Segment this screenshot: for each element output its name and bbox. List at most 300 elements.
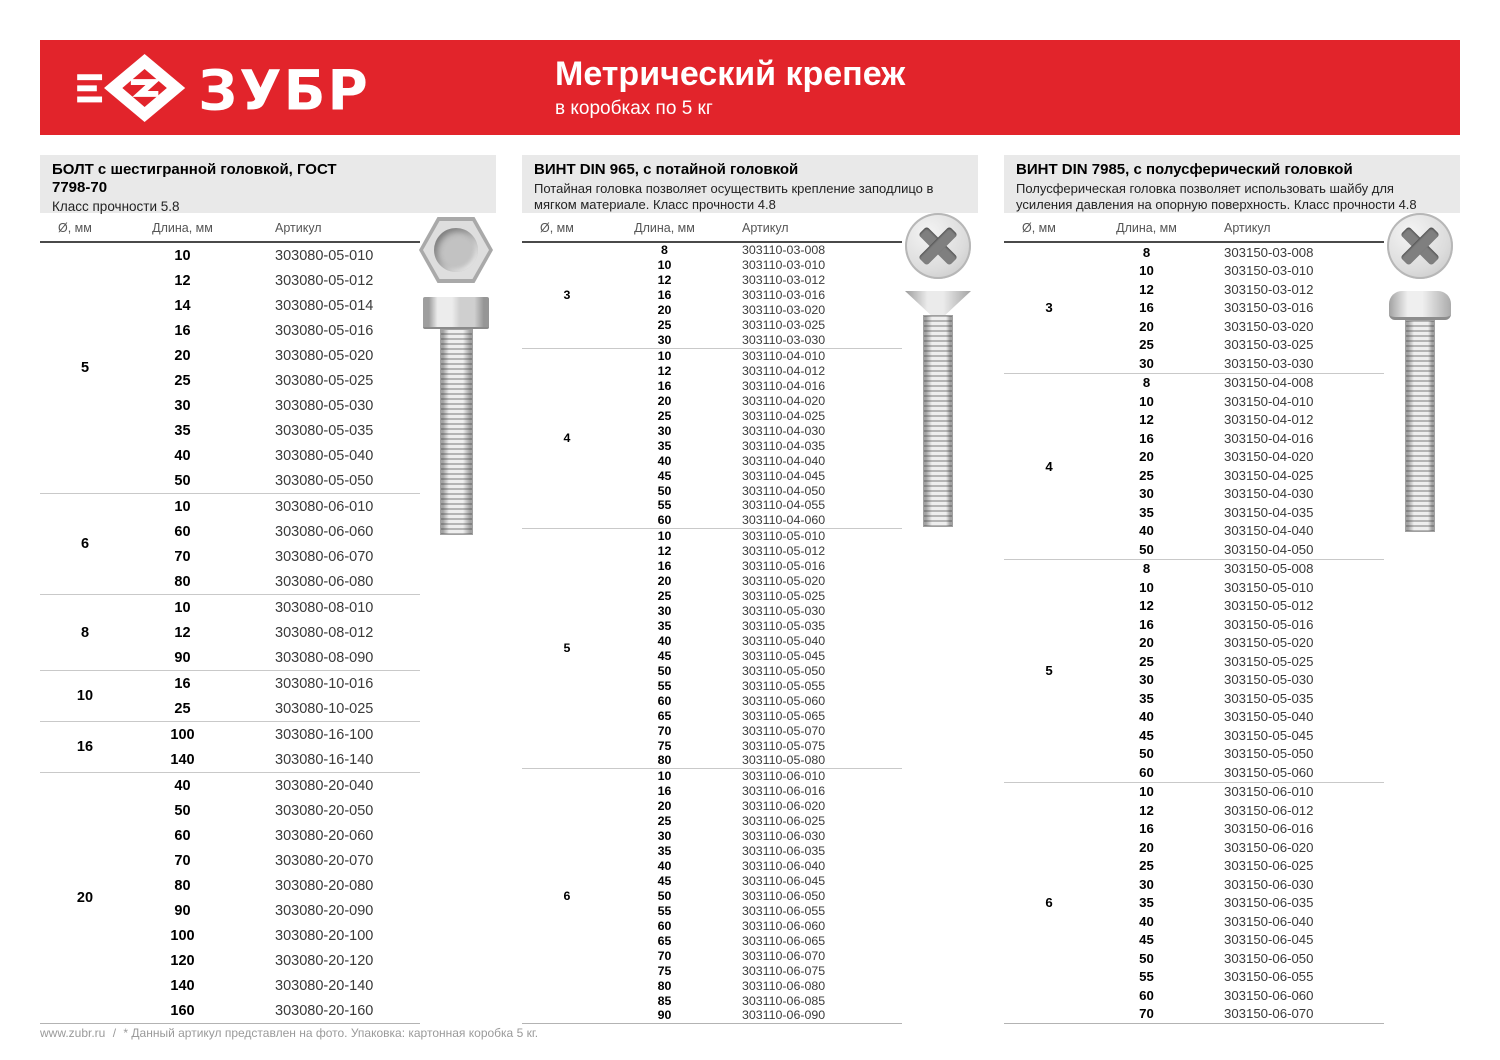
length-cell: 45 [657, 874, 672, 889]
table-row [612, 753, 902, 768]
table-row [612, 633, 902, 648]
table-row [1094, 411, 1384, 430]
article-cell: 303110-05-010 [742, 529, 826, 544]
diameter-cell: 3 [563, 288, 571, 303]
countersunk-screw-side-view-icon [905, 291, 971, 527]
article-cell: 303150-05-060 [1224, 764, 1314, 780]
length-cell: 30 [1139, 355, 1154, 371]
table-row [130, 268, 420, 293]
product-description: Потайная головка позволяет осуществить крепление заподлицо в мягком материале. Класс прочности 4.8 [534, 181, 934, 212]
table-row [1094, 560, 1384, 579]
length-cell: 30 [657, 604, 672, 619]
article-cell: 303080-05-014 [275, 297, 374, 314]
svg-text:ЗУБР: ЗУБР [198, 58, 370, 123]
length-cell: 90 [174, 649, 191, 666]
size-group [1004, 373, 1384, 559]
page-subtitle: в коробках по 5 кг [555, 98, 713, 119]
length-cell: 12 [657, 544, 672, 559]
size-group [1004, 243, 1384, 373]
table-row [1094, 540, 1384, 559]
article-cell: 303080-20-100 [275, 927, 374, 944]
table-row [1094, 466, 1384, 485]
length-cell: 50 [657, 663, 672, 678]
table-row [612, 723, 902, 738]
table-row [1094, 354, 1384, 373]
table-row [1094, 336, 1384, 355]
table-row [612, 393, 902, 408]
article-cell: 303080-05-035 [275, 422, 374, 439]
length-cell: 60 [174, 827, 191, 844]
pan-head-screw-photo [1372, 213, 1468, 532]
article-cell: 303080-05-050 [275, 472, 374, 489]
table-row [612, 559, 902, 574]
table-row [612, 963, 902, 978]
length-cell: 40 [657, 453, 672, 468]
article-cell: 303150-05-016 [1224, 616, 1314, 632]
article-cell: 303150-06-035 [1224, 895, 1314, 911]
table-row [612, 544, 902, 559]
length-cell: 70 [657, 723, 672, 738]
size-group [1004, 559, 1384, 782]
article-cell: 303110-05-035 [742, 619, 826, 633]
table-row [130, 645, 420, 670]
length-cell: 12 [1139, 802, 1154, 818]
article-cell: 303110-03-025 [742, 318, 826, 333]
table-row [130, 443, 420, 468]
length-cell: 40 [174, 447, 191, 464]
table-row [612, 273, 902, 288]
length-cell: 40 [657, 859, 672, 874]
length-cell: 8 [1142, 561, 1151, 577]
length-cell: 20 [657, 393, 672, 408]
table-row [612, 604, 902, 619]
length-cell: 10 [657, 258, 672, 273]
article-cell: 303080-20-050 [275, 802, 374, 819]
table-row [612, 799, 902, 814]
fastener-table [1004, 243, 1384, 1024]
size-group [522, 768, 902, 1023]
article-cell: 303080-16-140 [275, 751, 374, 768]
article-cell: 303110-06-010 [742, 769, 826, 784]
length-cell: 35 [174, 422, 191, 439]
length-cell: 20 [1139, 839, 1154, 855]
article-cell: 303150-06-055 [1224, 969, 1314, 985]
table-row [612, 498, 902, 513]
length-cell: 25 [1139, 858, 1154, 874]
length-cell: 45 [1139, 932, 1154, 948]
product-description: Класс прочности 5.8 [52, 199, 180, 214]
article-cell: 303150-05-012 [1224, 598, 1314, 614]
table-row [130, 998, 420, 1023]
article-cell: 303150-03-020 [1224, 318, 1314, 334]
table-row [1094, 392, 1384, 411]
diameter-cell: 6 [1045, 895, 1053, 911]
article-cell: 303110-04-055 [742, 498, 826, 513]
article-cell: 303110-04-045 [742, 468, 826, 483]
length-cell: 30 [1139, 486, 1154, 502]
table-row [130, 393, 420, 418]
table-row [130, 898, 420, 923]
header-banner [40, 40, 1460, 135]
page-title: Метрический крепеж [555, 55, 906, 93]
length-cell: 60 [1139, 987, 1154, 1003]
section-countersunk-screw [522, 155, 978, 1035]
table-row [1094, 783, 1384, 802]
article-cell: 303110-05-055 [742, 678, 826, 693]
length-cell: 16 [657, 288, 672, 303]
table-row [612, 708, 902, 723]
table-row [612, 574, 902, 589]
length-cell: 8 [1142, 375, 1151, 391]
table-row [612, 438, 902, 453]
length-cell: 30 [657, 333, 672, 348]
table-row [612, 1008, 902, 1023]
length-cell: 65 [657, 708, 672, 723]
page-footer [40, 1026, 542, 1040]
article-cell: 303080-05-020 [275, 347, 374, 364]
article-cell: 303150-06-010 [1224, 784, 1314, 800]
article-cell: 303080-06-070 [275, 548, 374, 565]
article-cell: 303110-04-060 [742, 513, 826, 528]
size-group [40, 670, 420, 721]
table-row [1094, 671, 1384, 690]
article-cell: 303110-03-030 [742, 333, 826, 348]
length-cell: 50 [1139, 950, 1154, 966]
diameter-cell: 6 [563, 888, 571, 903]
table-row [612, 453, 902, 468]
article-cell: 303150-04-035 [1224, 504, 1314, 520]
table-row [1094, 689, 1384, 708]
article-cell: 303150-03-008 [1224, 244, 1314, 260]
product-header [40, 155, 496, 213]
article-cell: 303080-06-080 [275, 573, 374, 590]
article-cell: 303150-06-060 [1224, 987, 1314, 1003]
table-row [1094, 317, 1384, 336]
table-row [130, 696, 420, 721]
article-cell: 303150-05-010 [1224, 579, 1314, 595]
diameter-cell: 16 [76, 739, 94, 755]
table-row [1094, 597, 1384, 616]
article-cell: 303150-04-016 [1224, 430, 1314, 446]
table-row [130, 773, 420, 798]
article-cell: 303110-05-070 [742, 723, 826, 738]
length-cell: 25 [174, 700, 191, 717]
length-cell: 50 [1139, 746, 1154, 762]
article-cell: 303110-06-060 [742, 918, 826, 933]
article-cell: 303110-05-012 [742, 544, 826, 559]
table-row [612, 738, 902, 753]
article-cell: 303080-05-025 [275, 372, 374, 389]
article-cell: 303110-04-010 [742, 349, 826, 364]
length-cell: 30 [657, 829, 672, 844]
article-cell: 303110-06-055 [742, 903, 826, 918]
length-cell: 10 [1139, 263, 1154, 279]
table-row [130, 368, 420, 393]
article-cell: 303150-03-012 [1224, 281, 1314, 297]
length-cell: 25 [657, 318, 672, 333]
table-row [130, 873, 420, 898]
article-cell: 303080-16-100 [275, 726, 374, 743]
length-cell: 70 [174, 852, 191, 869]
length-cell: 10 [174, 599, 191, 616]
length-cell: 60 [657, 513, 672, 528]
article-cell: 303110-06-075 [742, 963, 826, 978]
length-cell: 20 [174, 347, 191, 364]
table-row [130, 519, 420, 544]
length-cell: 40 [174, 777, 191, 794]
article-cell: 303110-03-016 [742, 288, 826, 303]
table-row [130, 544, 420, 569]
col-header-article: Артикул [275, 221, 322, 235]
length-cell: 20 [657, 303, 672, 318]
article-cell: 303150-05-020 [1224, 635, 1314, 651]
table-row [612, 769, 902, 784]
diameter-cell: 20 [76, 890, 94, 906]
footer-separator: / [112, 1026, 117, 1040]
article-cell: 303110-04-016 [742, 378, 826, 393]
table-row [130, 318, 420, 343]
article-cell: 303150-06-070 [1224, 1006, 1314, 1022]
length-cell: 75 [657, 963, 672, 978]
article-cell: 303150-04-030 [1224, 486, 1314, 502]
site-url: www.zubr.ru [40, 1026, 106, 1040]
article-cell: 303150-03-010 [1224, 263, 1314, 279]
article-cell: 303150-06-050 [1224, 950, 1314, 966]
length-cell: 12 [1139, 412, 1154, 428]
col-header-diameter: Ø, мм [58, 221, 92, 235]
table-row [1094, 578, 1384, 597]
length-cell: 55 [1139, 969, 1154, 985]
table-row [612, 619, 902, 634]
table-row [1094, 262, 1384, 281]
table-row [130, 923, 420, 948]
article-cell: 303080-20-090 [275, 902, 374, 919]
col-header-length: Длина, мм [634, 221, 695, 235]
article-cell: 303150-06-016 [1224, 821, 1314, 837]
length-cell: 40 [1139, 523, 1154, 539]
table-row [612, 829, 902, 844]
article-cell: 303150-04-025 [1224, 467, 1314, 483]
article-cell: 303080-20-070 [275, 852, 374, 869]
length-cell: 10 [657, 349, 672, 364]
article-cell: 303110-04-040 [742, 453, 826, 468]
length-cell: 16 [657, 784, 672, 799]
article-cell: 303110-06-070 [742, 948, 826, 963]
table-row [1094, 857, 1384, 876]
table-row [1094, 448, 1384, 467]
table-row [612, 874, 902, 889]
article-cell: 303080-06-010 [275, 498, 374, 515]
table-row [612, 678, 902, 693]
table-row [1094, 875, 1384, 894]
length-cell: 160 [170, 1002, 195, 1019]
size-group [522, 348, 902, 528]
article-cell: 303150-06-020 [1224, 839, 1314, 855]
length-cell: 75 [657, 738, 672, 753]
length-cell: 80 [174, 877, 191, 894]
diameter-cell: 3 [1045, 300, 1053, 316]
article-cell: 303080-08-010 [275, 599, 374, 616]
article-cell: 303080-20-060 [275, 827, 374, 844]
table-row [130, 494, 420, 519]
article-cell: 303150-05-008 [1224, 561, 1314, 577]
table-row [130, 418, 420, 443]
size-group [40, 243, 420, 493]
article-cell: 303110-06-030 [742, 829, 826, 844]
product-header [1004, 155, 1460, 213]
length-cell: 35 [657, 844, 672, 859]
length-cell: 25 [657, 408, 672, 423]
table-row [1094, 708, 1384, 727]
table-row [612, 993, 902, 1008]
table-row [612, 648, 902, 663]
article-cell: 303080-05-030 [275, 397, 374, 414]
article-cell: 303080-20-080 [275, 877, 374, 894]
table-row [612, 333, 902, 348]
diameter-cell: 6 [80, 536, 90, 552]
article-cell: 303110-06-016 [742, 784, 826, 799]
length-cell: 10 [174, 247, 191, 264]
article-cell: 303150-06-025 [1224, 858, 1314, 874]
article-cell: 303080-08-090 [275, 649, 374, 666]
length-cell: 120 [170, 952, 195, 969]
phillips-head-top-view-icon [1387, 213, 1453, 279]
length-cell: 45 [657, 468, 672, 483]
table-row [1094, 652, 1384, 671]
table-row [1094, 801, 1384, 820]
length-cell: 12 [174, 624, 191, 641]
size-group [40, 772, 420, 1023]
length-cell: 12 [657, 364, 672, 378]
article-cell: 303150-05-025 [1224, 653, 1314, 669]
length-cell: 30 [1139, 876, 1154, 892]
length-cell: 30 [657, 423, 672, 438]
length-cell: 35 [1139, 504, 1154, 520]
table-row [612, 288, 902, 303]
table-column-headers [522, 220, 902, 243]
article-cell: 303080-20-140 [275, 977, 374, 994]
article-cell: 303150-05-035 [1224, 690, 1314, 706]
table-row [130, 948, 420, 973]
table-row [612, 948, 902, 963]
length-cell: 12 [1139, 281, 1154, 297]
size-group [40, 721, 420, 772]
table-row [612, 859, 902, 874]
length-cell: 40 [1139, 709, 1154, 725]
article-cell: 303150-05-030 [1224, 672, 1314, 688]
length-cell: 70 [1139, 1006, 1154, 1022]
length-cell: 30 [1139, 672, 1154, 688]
article-cell: 303110-05-065 [742, 708, 826, 723]
table-row [1094, 1005, 1384, 1024]
article-cell: 303150-04-010 [1224, 393, 1314, 409]
article-cell: 303110-04-025 [742, 408, 826, 423]
article-cell: 303110-05-030 [742, 604, 826, 619]
length-cell: 8 [661, 243, 668, 258]
article-cell: 303080-06-060 [275, 523, 374, 540]
length-cell: 16 [174, 322, 191, 339]
table-row [612, 378, 902, 393]
table-row [1094, 299, 1384, 318]
article-cell: 303150-04-050 [1224, 541, 1314, 557]
length-cell: 140 [170, 977, 195, 994]
length-cell: 16 [657, 559, 672, 574]
col-header-diameter: Ø, мм [1022, 221, 1056, 235]
article-cell: 303150-03-016 [1224, 300, 1314, 316]
length-cell: 50 [657, 483, 672, 498]
article-cell: 303150-06-040 [1224, 913, 1314, 929]
table-row [612, 978, 902, 993]
length-cell: 20 [1139, 635, 1154, 651]
table-row [612, 814, 902, 829]
product-header [522, 155, 978, 213]
article-cell: 303150-04-040 [1224, 523, 1314, 539]
length-cell: 90 [657, 1008, 672, 1023]
article-cell: 303080-10-025 [275, 700, 374, 717]
article-cell: 303080-20-160 [275, 1002, 374, 1019]
hex-bolt-side-view-icon [423, 297, 489, 535]
length-cell: 55 [657, 678, 672, 693]
length-cell: 16 [1139, 430, 1154, 446]
table-row [1094, 615, 1384, 634]
length-cell: 100 [170, 726, 195, 743]
length-cell: 12 [1139, 598, 1154, 614]
size-group [40, 493, 420, 594]
length-cell: 30 [174, 397, 191, 414]
table-row [1094, 949, 1384, 968]
table-row [612, 529, 902, 544]
article-cell: 303110-05-060 [742, 693, 826, 708]
table-row [1094, 986, 1384, 1005]
length-cell: 45 [1139, 727, 1154, 743]
article-cell: 303110-04-012 [742, 364, 826, 378]
table-row [612, 243, 902, 258]
table-row [612, 303, 902, 318]
article-cell: 303110-05-025 [742, 589, 826, 604]
article-cell: 303110-05-040 [742, 633, 826, 648]
table-row [1094, 522, 1384, 541]
article-cell: 303080-08-012 [275, 624, 374, 641]
article-cell: 303150-05-040 [1224, 709, 1314, 725]
article-cell: 303080-20-120 [275, 952, 374, 969]
zubr-logo [66, 52, 396, 124]
length-cell: 90 [174, 902, 191, 919]
article-cell: 303150-04-020 [1224, 449, 1314, 465]
length-cell: 25 [657, 814, 672, 829]
table-row [130, 343, 420, 368]
table-row [1094, 912, 1384, 931]
article-cell: 303110-05-016 [742, 559, 826, 574]
length-cell: 35 [1139, 895, 1154, 911]
length-cell: 55 [657, 903, 672, 918]
diameter-cell: 4 [1045, 458, 1053, 474]
col-header-length: Длина, мм [1116, 221, 1177, 235]
table-row [612, 693, 902, 708]
article-cell: 303150-03-030 [1224, 355, 1314, 371]
length-cell: 8 [1142, 244, 1151, 260]
length-cell: 16 [1139, 300, 1154, 316]
table-row [130, 595, 420, 620]
table-row [612, 483, 902, 498]
length-cell: 80 [174, 573, 191, 590]
article-cell: 303150-05-050 [1224, 746, 1314, 762]
length-cell: 35 [657, 619, 672, 633]
article-cell: 303110-06-035 [742, 844, 826, 859]
table-row [612, 349, 902, 364]
article-cell: 303080-05-016 [275, 322, 374, 339]
length-cell: 65 [657, 933, 672, 948]
length-cell: 20 [1139, 318, 1154, 334]
